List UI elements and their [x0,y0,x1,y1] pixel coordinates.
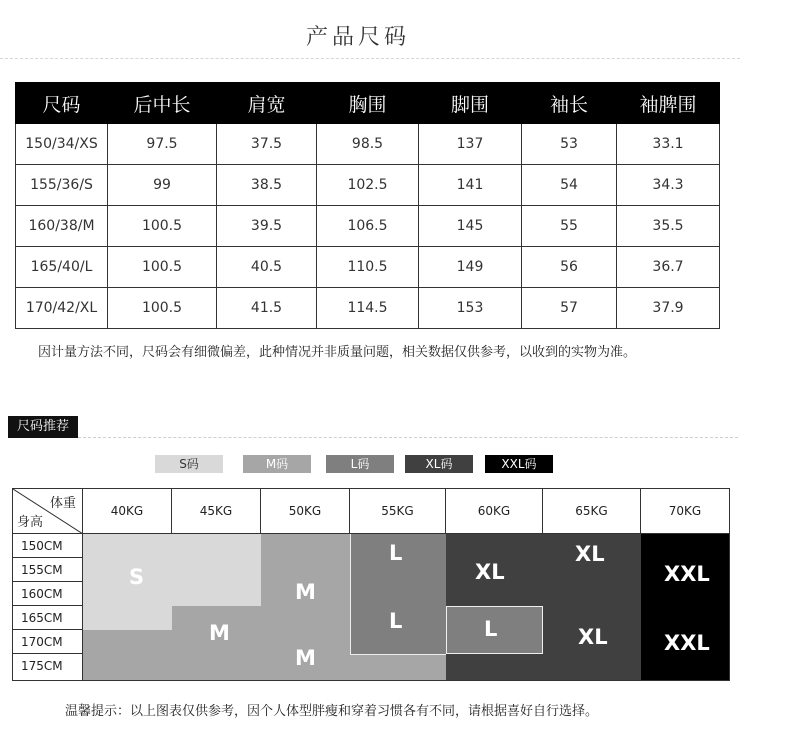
table-cell: 37.9 [617,288,720,329]
size-table [15,82,720,329]
table-cell: 100.5 [108,247,217,288]
table-cell: 34.3 [617,165,720,206]
header-chest: 胸围 [317,83,419,124]
table-cell: 153 [419,288,522,329]
height-header: 160CM [13,582,83,606]
weight-header: 55KG [350,489,446,534]
table-cell: 36.7 [617,247,720,288]
table-cell: 100.5 [108,206,217,247]
table-cell: 39.5 [217,206,317,247]
region-xl [446,654,543,680]
table-cell: 160/38/M [16,206,108,247]
table-row [16,288,720,329]
table-cell: 55 [522,206,617,247]
height-header: 165CM [13,606,83,630]
weight-header: 60KG [446,489,543,534]
table-cell: 100.5 [108,288,217,329]
table-row [16,206,720,247]
region-border [350,534,351,655]
region-l-label: L [484,617,498,641]
region-m-label: M [209,621,230,645]
header-upper-arm: 袖脾围 [617,83,720,124]
weight-header: 40KG [83,489,172,534]
page-title: 产品尺码 [305,25,410,50]
height-header: 170CM [13,630,83,654]
weight-header: 65KG [543,489,641,534]
region-m-label: M [295,646,316,670]
grid-corner [13,489,83,534]
table-cell: 137 [419,124,522,165]
region-xl-label: XL [575,542,605,566]
table-cell: 56 [522,247,617,288]
weight-header: 45KG [172,489,261,534]
legend-s: S码 [155,455,223,473]
corner-height-label: 身高 [17,515,44,530]
table-cell: 41.5 [217,288,317,329]
region-m-label: M [295,580,316,604]
legend-xxl: XXL码 [485,455,553,473]
bottom-tip: 温馨提示：以上图表仅供参考，因个人体型胖瘦和穿着习惯各有不同，请根据喜好自行选择。 [65,704,599,719]
header-shoulder: 肩宽 [217,83,317,124]
measurement-note: 因计量方法不同，尺码会有细微偏差，此种情况并非质量问题，相关数据仅供参考，以收到的实物为准。 [38,345,637,360]
table-cell: 98.5 [317,124,419,165]
region-xl-label: XL [578,625,608,649]
weight-header: 70KG [641,489,729,534]
table-cell: 106.5 [317,206,419,247]
table-row [16,247,720,288]
region-s [83,606,172,630]
title-divider [0,58,740,59]
height-header: 175CM [13,654,83,680]
region-xxl [641,534,729,680]
legend-l: L码 [326,455,394,473]
header-sleeve-length: 袖长 [522,83,617,124]
header-size: 尺码 [16,83,108,124]
table-cell: 33.1 [617,124,720,165]
recommend-header: 尺码推荐 [8,416,78,438]
table-cell: 150/34/XS [16,124,108,165]
table-cell: 110.5 [317,247,419,288]
table-cell: 170/42/XL [16,288,108,329]
table-cell: 149 [419,247,522,288]
region-xl-label: XL [475,560,505,584]
legend-m: M码 [243,455,311,473]
table-cell: 165/40/L [16,247,108,288]
table-row [16,165,720,206]
region-l-label: L [389,609,403,633]
table-cell: 38.5 [217,165,317,206]
header-back-length: 后中长 [108,83,217,124]
table-cell: 54 [522,165,617,206]
region-xxl-label: XXL [664,631,710,655]
size-recommend-grid [12,488,730,681]
table-cell: 35.5 [617,206,720,247]
region-s [83,534,261,606]
region-border [350,654,446,655]
table-cell: 57 [522,288,617,329]
region-s-label: S [129,565,145,589]
table-cell: 40.5 [217,247,317,288]
height-header: 155CM [13,558,83,582]
legend-xl: XL码 [405,455,473,473]
table-cell: 141 [419,165,522,206]
table-row [16,124,720,165]
table-cell: 99 [108,165,217,206]
header-hem: 脚围 [419,83,522,124]
table-cell: 114.5 [317,288,419,329]
height-header: 150CM [13,534,83,558]
table-cell: 155/36/S [16,165,108,206]
region-xxl-label: XXL [664,562,710,586]
table-cell: 37.5 [217,124,317,165]
table-cell: 53 [522,124,617,165]
region-l-label: L [389,541,403,565]
weight-header: 50KG [261,489,350,534]
corner-weight-label: 体重 [49,496,76,511]
recommend-divider [78,437,738,438]
table-cell: 102.5 [317,165,419,206]
size-table-header-row [16,83,720,124]
table-cell: 97.5 [108,124,217,165]
table-cell: 145 [419,206,522,247]
